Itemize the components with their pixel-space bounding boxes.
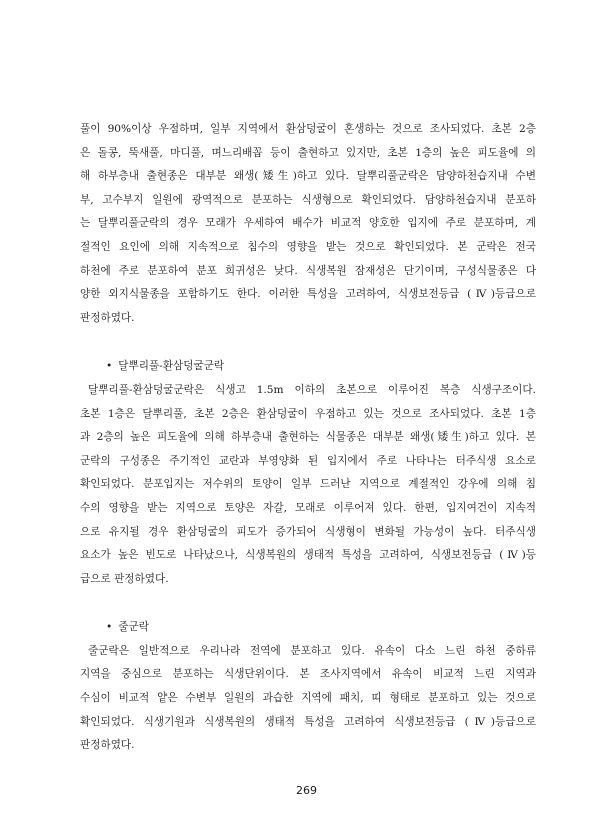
text-line: 수심이 비교적 얕은 수변부 일원의 과습한 지역에 패치, 띠 형태로 분포하고 있는 것으로 xyxy=(80,692,536,705)
text-line: 과 2층의 높은 피도율에 의해 하부층내 출현하는 식물종은 대부분 왜생(矮生)하고 있다. 본 xyxy=(80,431,536,444)
text-line: 양한 외지식물종을 포함하기도 한다. 이러한 특성을 고려하여, 식생보전등급 (Ⅳ)등급으로 xyxy=(80,288,536,301)
bullet-icon: • xyxy=(106,360,113,373)
section-heading-reed-hop-community xyxy=(80,355,536,379)
text-line: 풀이 90%이상 우점하며, 일부 지역에서 환삼덩굴이 혼생하는 것으로 조사되었다. 초본 2층 xyxy=(80,123,536,135)
text-line: 군락의 구성종은 주기적인 교란과 부영양화 된 입지에서 주로 나타나는 터주식생 요소로 xyxy=(80,454,536,467)
text-line: 달뿌리풀-환삼덩굴군락은 식생고 1.5m 이하의 초본으로 이루어진 복층 식생구조이다. xyxy=(88,383,536,396)
text-line: 하천에 주로 분포하여 분포 희귀성은 낮다. 식생복원 잠재성은 단기이며, 구성식물종은 다 xyxy=(80,264,536,277)
text-line: 으로 유지될 경우 환삼덩굴의 피도가 증가되어 식생형이 변화될 가능성이 높다. 터주식생 xyxy=(80,525,536,538)
text-line: 확인되었다. 식생기원과 식생복원의 생태적 특성을 고려하여 식생보전등급 (Ⅳ)등급으로 xyxy=(80,715,536,728)
bullet-icon: • xyxy=(106,621,113,634)
text-line: 수의 영향을 받는 지역으로 토양은 자갈, 모래로 이루어져 있다. 한편, 입지여건이 지속적 xyxy=(80,501,536,514)
text-line: 는 달뿌리풀군락의 경우 모래가 우세하여 배수가 비교적 양호한 입지에 주로 분포하며, 계 xyxy=(80,217,536,230)
text-line: 판정하였다. xyxy=(80,311,135,324)
text-line: 요소가 높은 빈도로 나타났으나, 식생복원의 생태적 특성을 고려하여, 식생보전등급 (Ⅳ)등 xyxy=(80,549,536,562)
heading-text: 줄군락 xyxy=(118,621,149,634)
text-line: 절적인 요인에 의해 지속적으로 침수의 영향을 받는 것으로 확인되었다. 본 군락은 전국 xyxy=(80,240,536,253)
text-line: 부, 고수부지 일원에 광역적으로 분포하는 식생형으로 확인되었다. 담양하천습지내 분포하 xyxy=(80,193,536,206)
paragraph-reed-community xyxy=(80,118,536,330)
document-body xyxy=(80,118,536,758)
text-line: 판정하였다. xyxy=(80,739,135,752)
section-heading-wild-rice-community xyxy=(80,616,536,640)
text-line: 급으로 판정하였다. xyxy=(80,572,169,585)
heading-text: 달뿌리풀-환삼덩굴군락 xyxy=(118,360,225,373)
paragraph-reed-hop-community xyxy=(80,379,536,591)
text-line: 은 돌콩, 뚝새풀, 마디풀, 며느리배꼽 등이 출현하고 있지만, 초본 1층의 높은 피도율에 의 xyxy=(80,146,536,159)
text-line: 해 하부층내 출현종은 대부분 왜생(矮生)하고 있다. 달뿌리풀군락은 담양하천습지내 수변 xyxy=(80,170,536,183)
text-line: 줄군락은 일반적으로 우리나라 전역에 분포하고 있다. 유속이 다소 느린 하천 중하류 xyxy=(88,644,536,657)
paragraph-wild-rice-community xyxy=(80,640,536,758)
text-line: 초본 1층은 달뿌리풀, 초본 2층은 환삼덩굴이 우점하고 있는 것으로 조사되었다. 초본 1층 xyxy=(80,407,536,420)
page-number: 269 xyxy=(296,784,317,797)
text-line: 확인되었다. 분포입지는 저수위의 토양이 일부 드러난 지역으로 계절적인 강우에 의해 침 xyxy=(80,478,536,491)
text-line: 지역을 중심으로 분포하는 식생단위이다. 본 조사지역에서 유속이 비교적 느린 지역과 xyxy=(80,668,536,681)
